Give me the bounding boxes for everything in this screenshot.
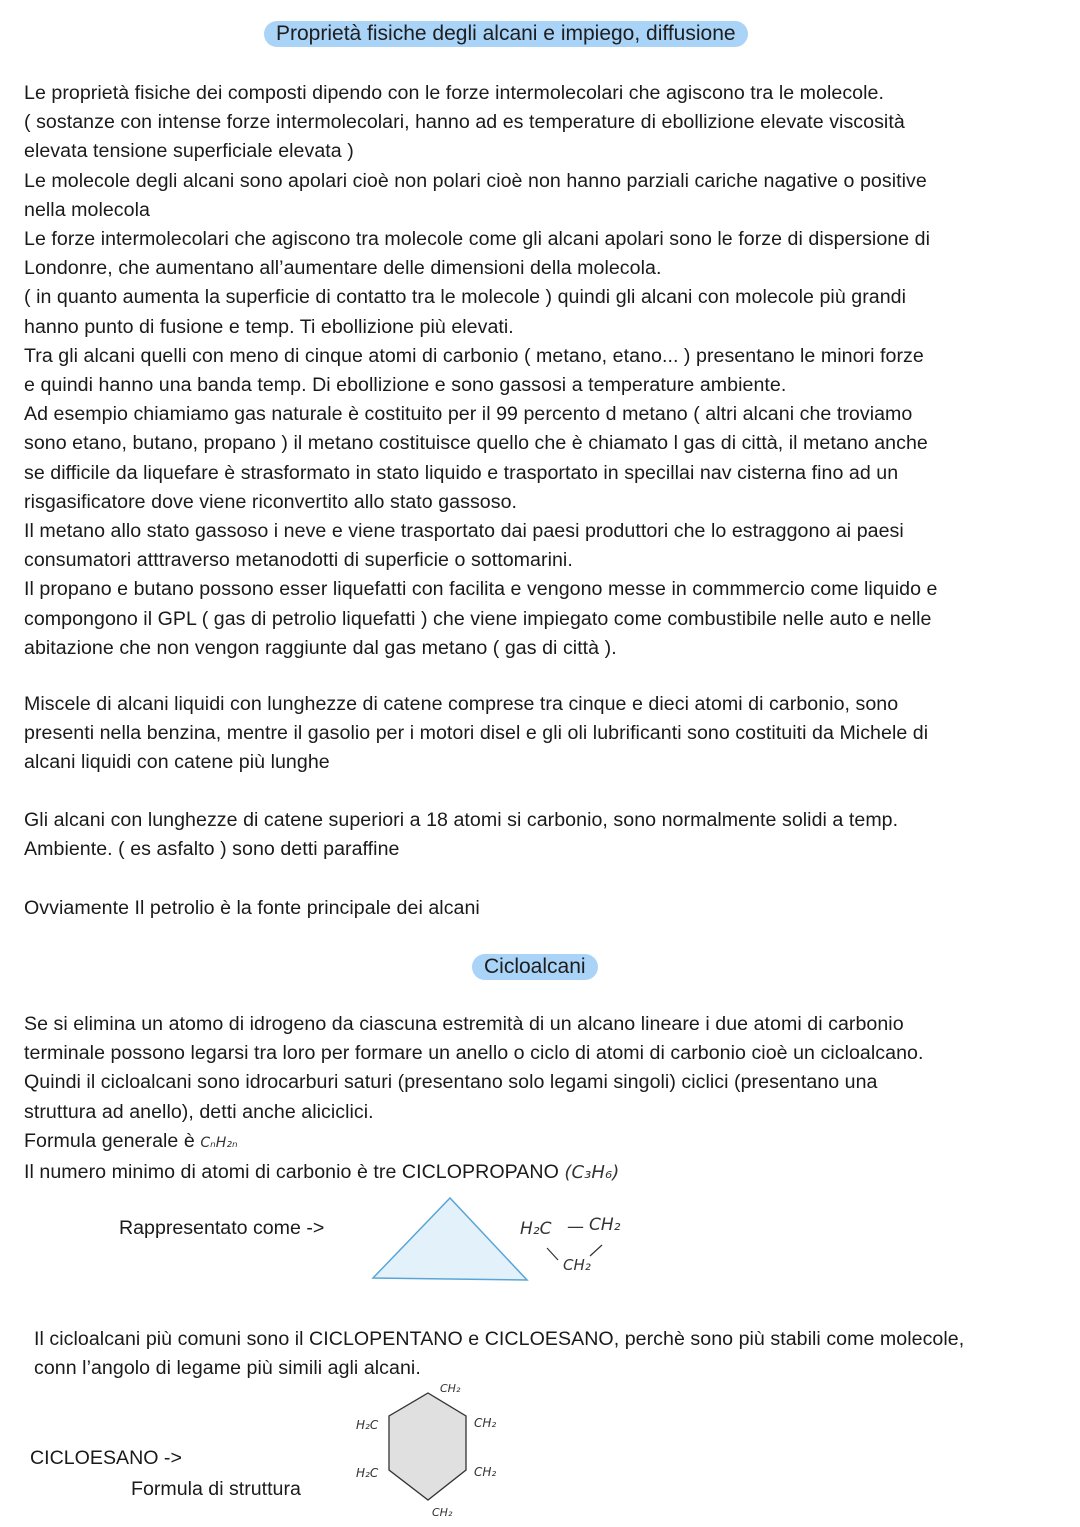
represented-label: Rappresentato come ->	[119, 1217, 325, 1239]
bond-right	[590, 1245, 602, 1256]
text-line: elevata tensione superficiale elevata )	[24, 140, 354, 163]
text-line: consumatori atttraverso metanodotti di superficie o sottomarini.	[24, 549, 573, 572]
paragraph-petrolio	[24, 894, 1069, 923]
text-line: hanno punto di fusione e temp. Ti ebollizione più elevati.	[24, 315, 514, 338]
triangle-shape	[373, 1198, 527, 1280]
text-line: sono etano, butano, propano ) il metano costituisce quello che è chiamato l gas di città, il metano anche	[24, 432, 928, 455]
text-line: struttura ad anello), detti anche aliciclici.	[24, 1100, 374, 1123]
formula-line	[24, 1127, 1069, 1158]
text-line: Il cicloalcani più comuni sono il CICLOPENTANO e CICLOESANO, perchè sono più stabili come molecole,	[34, 1328, 965, 1350]
text-line: Se si elimina un atomo di idrogeno da ciascuna estremità di un alcano lineare i due atomi di carbonio	[24, 1013, 904, 1035]
hexane-top: CH₂	[440, 1382, 461, 1395]
cyclopropane-diagram	[360, 1190, 660, 1290]
min-carbon-line	[24, 1158, 1069, 1187]
cyclopropane-top-left: H₂C	[520, 1219, 552, 1239]
text-line: conn l’angolo di legame più simili agli alcani.	[34, 1357, 421, 1380]
text-line: Il metano allo stato gassoso i neve e viene trasportato dai paesi produttori che lo estraggono ai paesi	[24, 520, 904, 543]
section-title-cicloalcani: Cicloalcani	[472, 954, 598, 980]
text-line: e quindi hanno una banda temp. Di ebollizione e sono gassosi a temperature ambiente.	[24, 374, 787, 397]
text-line: se difficile da liquefare è strasformato in stato liquido e trasportato in specillai nav cisterna fino ad un	[24, 461, 899, 484]
cyclohexane-diagram	[340, 1378, 540, 1524]
paragraph-proprieta-fisiche	[24, 79, 1069, 663]
hexane-upper-right: CH₂	[474, 1416, 497, 1430]
min-carbon-text: Il numero minimo di atomi di carbonio è tre CICLOPROPANO	[24, 1161, 559, 1184]
formula-handwritten: CₙH₂ₙ	[200, 1134, 238, 1151]
paragraph-paraffine	[24, 806, 1069, 864]
hexane-lower-right: CH₂	[474, 1465, 497, 1479]
text-line: Tra gli alcani quelli con meno di cinque atomi di carbonio ( metano, etano... ) presentano le minori forze	[24, 344, 924, 367]
formula-label: Formula generale è	[24, 1129, 195, 1152]
text-line: abitazione che non vengon raggiunte dal gas metano ( gas di città ).	[24, 636, 617, 659]
text-line: Miscele di alcani liquidi con lunghezze di catene comprese tra cinque e dieci atomi di carbonio, sono	[24, 693, 899, 715]
text-line: ( sostanze con intense forze intermolecolari, hanno ad es temperature di ebollizione elevate viscosità	[24, 111, 905, 134]
min-carbon-formula: (C₃H₆)	[564, 1162, 620, 1184]
hexagon-shape	[389, 1393, 466, 1500]
cicloesano-label: CICLOESANO ->	[30, 1447, 182, 1469]
text-line: presenti nella benzina, mentre il gasolio per i motori disel e gli oli lubrificanti sono costituiti da Michele di	[24, 722, 929, 745]
cyclopropane-bottom: CH₂	[563, 1256, 591, 1274]
text-line: risgasificatore dove viene riconvertito allo stato gassoso.	[24, 490, 518, 513]
section-title-alcani: Proprietà fisiche degli alcani e impiego, diffusione	[264, 21, 748, 47]
paragraph-miscele	[24, 690, 1069, 778]
text-line: Ambiente. ( es asfalto ) sono detti paraffine	[24, 838, 400, 861]
hexane-bottom: CH₂	[432, 1506, 453, 1519]
text-line: Le forze intermolecolari che agiscono tra molecole come gli alcani apolari sono le forze di dispersione di	[24, 228, 930, 251]
hexane-upper-left: H₂C	[356, 1418, 379, 1432]
text-line: Gli alcani con lunghezze di catene superiori a 18 atomi si carbonio, sono normalmente solidi a temp.	[24, 809, 899, 831]
text-line: Ovviamente Il petrolio è la fonte principale dei alcani	[24, 897, 480, 919]
cyclopropane-dash: —	[567, 1217, 584, 1237]
text-line: Londonre, che aumentano all’aumentare delle dimensioni della molecola.	[24, 257, 662, 280]
paragraph-cicloalcani	[24, 1010, 1069, 1187]
text-line: terminale possono legarsi tra loro per formare un anello o ciclo di atomi di carbonio cioè un cicloalcano.	[24, 1042, 924, 1065]
text-line: Il propano e butano possono esser liquefatti con facilita e vengono messe in commmercio come liquido e	[24, 578, 938, 601]
text-line: nella molecola	[24, 198, 150, 221]
text-line: Le molecole degli alcani sono apolari cioè non polari cioè non hanno parziali cariche nagative o positive	[24, 169, 927, 192]
hexane-lower-left: H₂C	[356, 1466, 379, 1480]
text-line: Ad esempio chiamiamo gas naturale è costituito per il 99 percento d metano ( altri alcani che troviamo	[24, 403, 913, 426]
cyclopropane-top-right: CH₂	[589, 1215, 621, 1235]
text-line: compongono il GPL ( gas di petrolio liquefatti ) che viene impiegato come combustibile nelle auto e nelle	[24, 607, 932, 630]
formula-struttura-label: Formula di struttura	[131, 1478, 301, 1500]
text-line: ( in quanto aumenta la superficie di contatto tra le molecole ) quindi gli alcani con molecole più grandi	[24, 286, 907, 309]
text-line: alcani liquidi con catene più lunghe	[24, 751, 330, 774]
bond-left	[547, 1248, 558, 1260]
text-line: Quindi il cicloalcani sono idrocarburi saturi (presentano solo legami singoli) ciclici (presentano una	[24, 1071, 878, 1094]
paragraph-cicloalcani-comuni	[34, 1325, 1079, 1383]
text-line: Le proprietà fisiche dei composti dipendo con le forze intermolecolari che agiscono tra le molecole.	[24, 82, 884, 104]
